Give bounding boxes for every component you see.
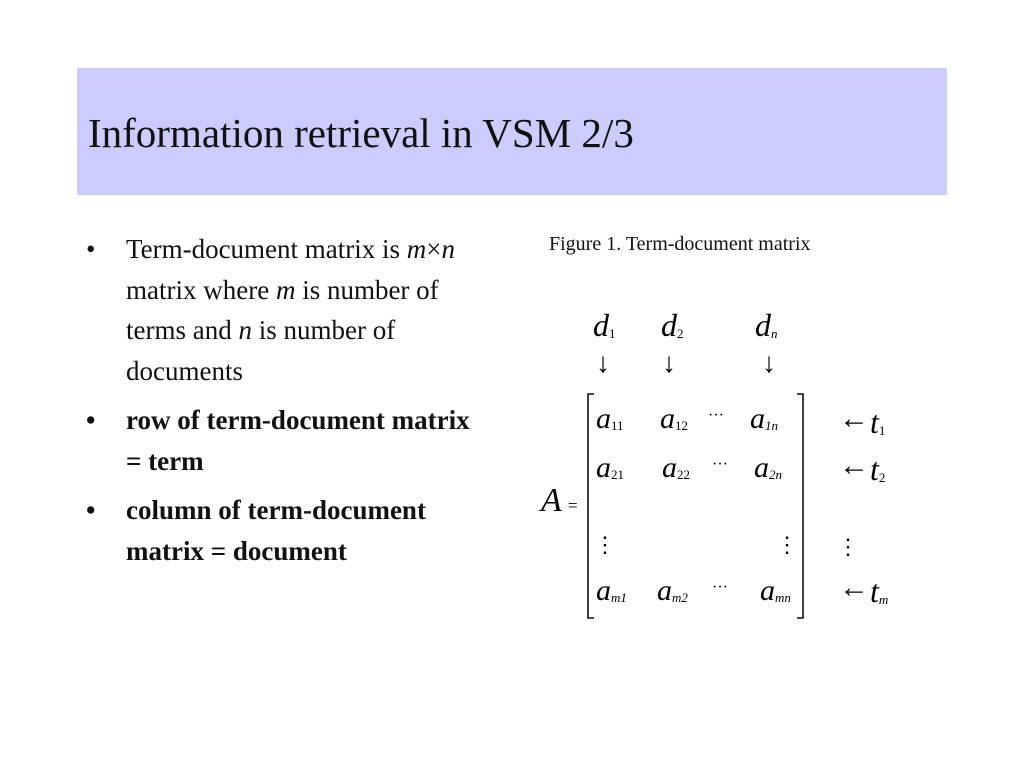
arrow-down-icon: ↓ (596, 348, 610, 379)
bullet-column-document (86, 490, 486, 571)
row-label-t2: t2 (870, 451, 886, 487)
bullet-text-part: is number of terms and (126, 274, 439, 345)
bullet-row-term (86, 400, 486, 481)
matrix-name: A (541, 482, 562, 519)
term-document-matrix-figure (530, 290, 910, 630)
times-sign: × (426, 234, 442, 264)
row-label-ellipsis: ⋮ (837, 534, 859, 559)
entry-am1: am1 (596, 574, 627, 607)
entry-a12: a12 (660, 402, 688, 435)
bullet-icon: • (86, 234, 96, 264)
entry-a2n: a2n (754, 451, 782, 484)
entry-amn: amn (760, 574, 791, 607)
arrow-left-icon: ← (839, 402, 869, 435)
bullet-text: row of term-document matrix = term (126, 405, 470, 476)
right-bracket (797, 394, 803, 618)
entry-a21: a21 (596, 451, 624, 484)
row-ellipsis: ··· (712, 456, 728, 473)
var-n: n (238, 315, 252, 345)
var-m: m (275, 274, 296, 305)
bullet-text: column of term-document matrix = document (126, 495, 426, 566)
bullet-text-part: is number of documents (126, 315, 396, 386)
bullet-icon: • (86, 405, 96, 435)
col-header-d2: d2 (661, 307, 684, 343)
col-header-d1: d1 (593, 307, 616, 343)
row-ellipsis: ··· (712, 579, 728, 596)
slide-title: Information retrieval in VSM 2/3 (88, 110, 634, 156)
entry-a1n: a1n (750, 402, 778, 435)
arrow-down-icon: ↓ (662, 348, 676, 379)
row-label-tm: tm (870, 573, 889, 609)
var-n: n (441, 234, 456, 264)
arrow-down-icon: ↓ (762, 348, 776, 379)
column-ellipsis: ⋮ (594, 532, 616, 557)
entry-am2: am2 (657, 574, 688, 607)
bullet-icon: • (86, 495, 96, 525)
entry-a11: a11 (596, 402, 624, 435)
bullet-text-part: matrix where (126, 274, 276, 305)
arrow-left-icon: ← (839, 449, 869, 482)
col-header-dn: dn (755, 307, 778, 343)
entry-a22: a22 (662, 451, 690, 484)
figure-caption: Figure 1. Term-document matrix (549, 233, 811, 255)
left-bracket (588, 394, 594, 618)
column-ellipsis: ⋮ (776, 532, 798, 557)
var-m: m (406, 234, 427, 264)
row-ellipsis: ··· (708, 407, 724, 424)
title-band (77, 68, 947, 195)
row-label-t1: t1 (870, 404, 886, 440)
bullet-list (86, 229, 486, 580)
arrow-left-icon: ← (839, 571, 869, 604)
bullet-text-part: Term-document matrix is (126, 234, 407, 264)
equals-sign: = (568, 496, 578, 515)
bullet-term-document-matrix (86, 229, 486, 391)
